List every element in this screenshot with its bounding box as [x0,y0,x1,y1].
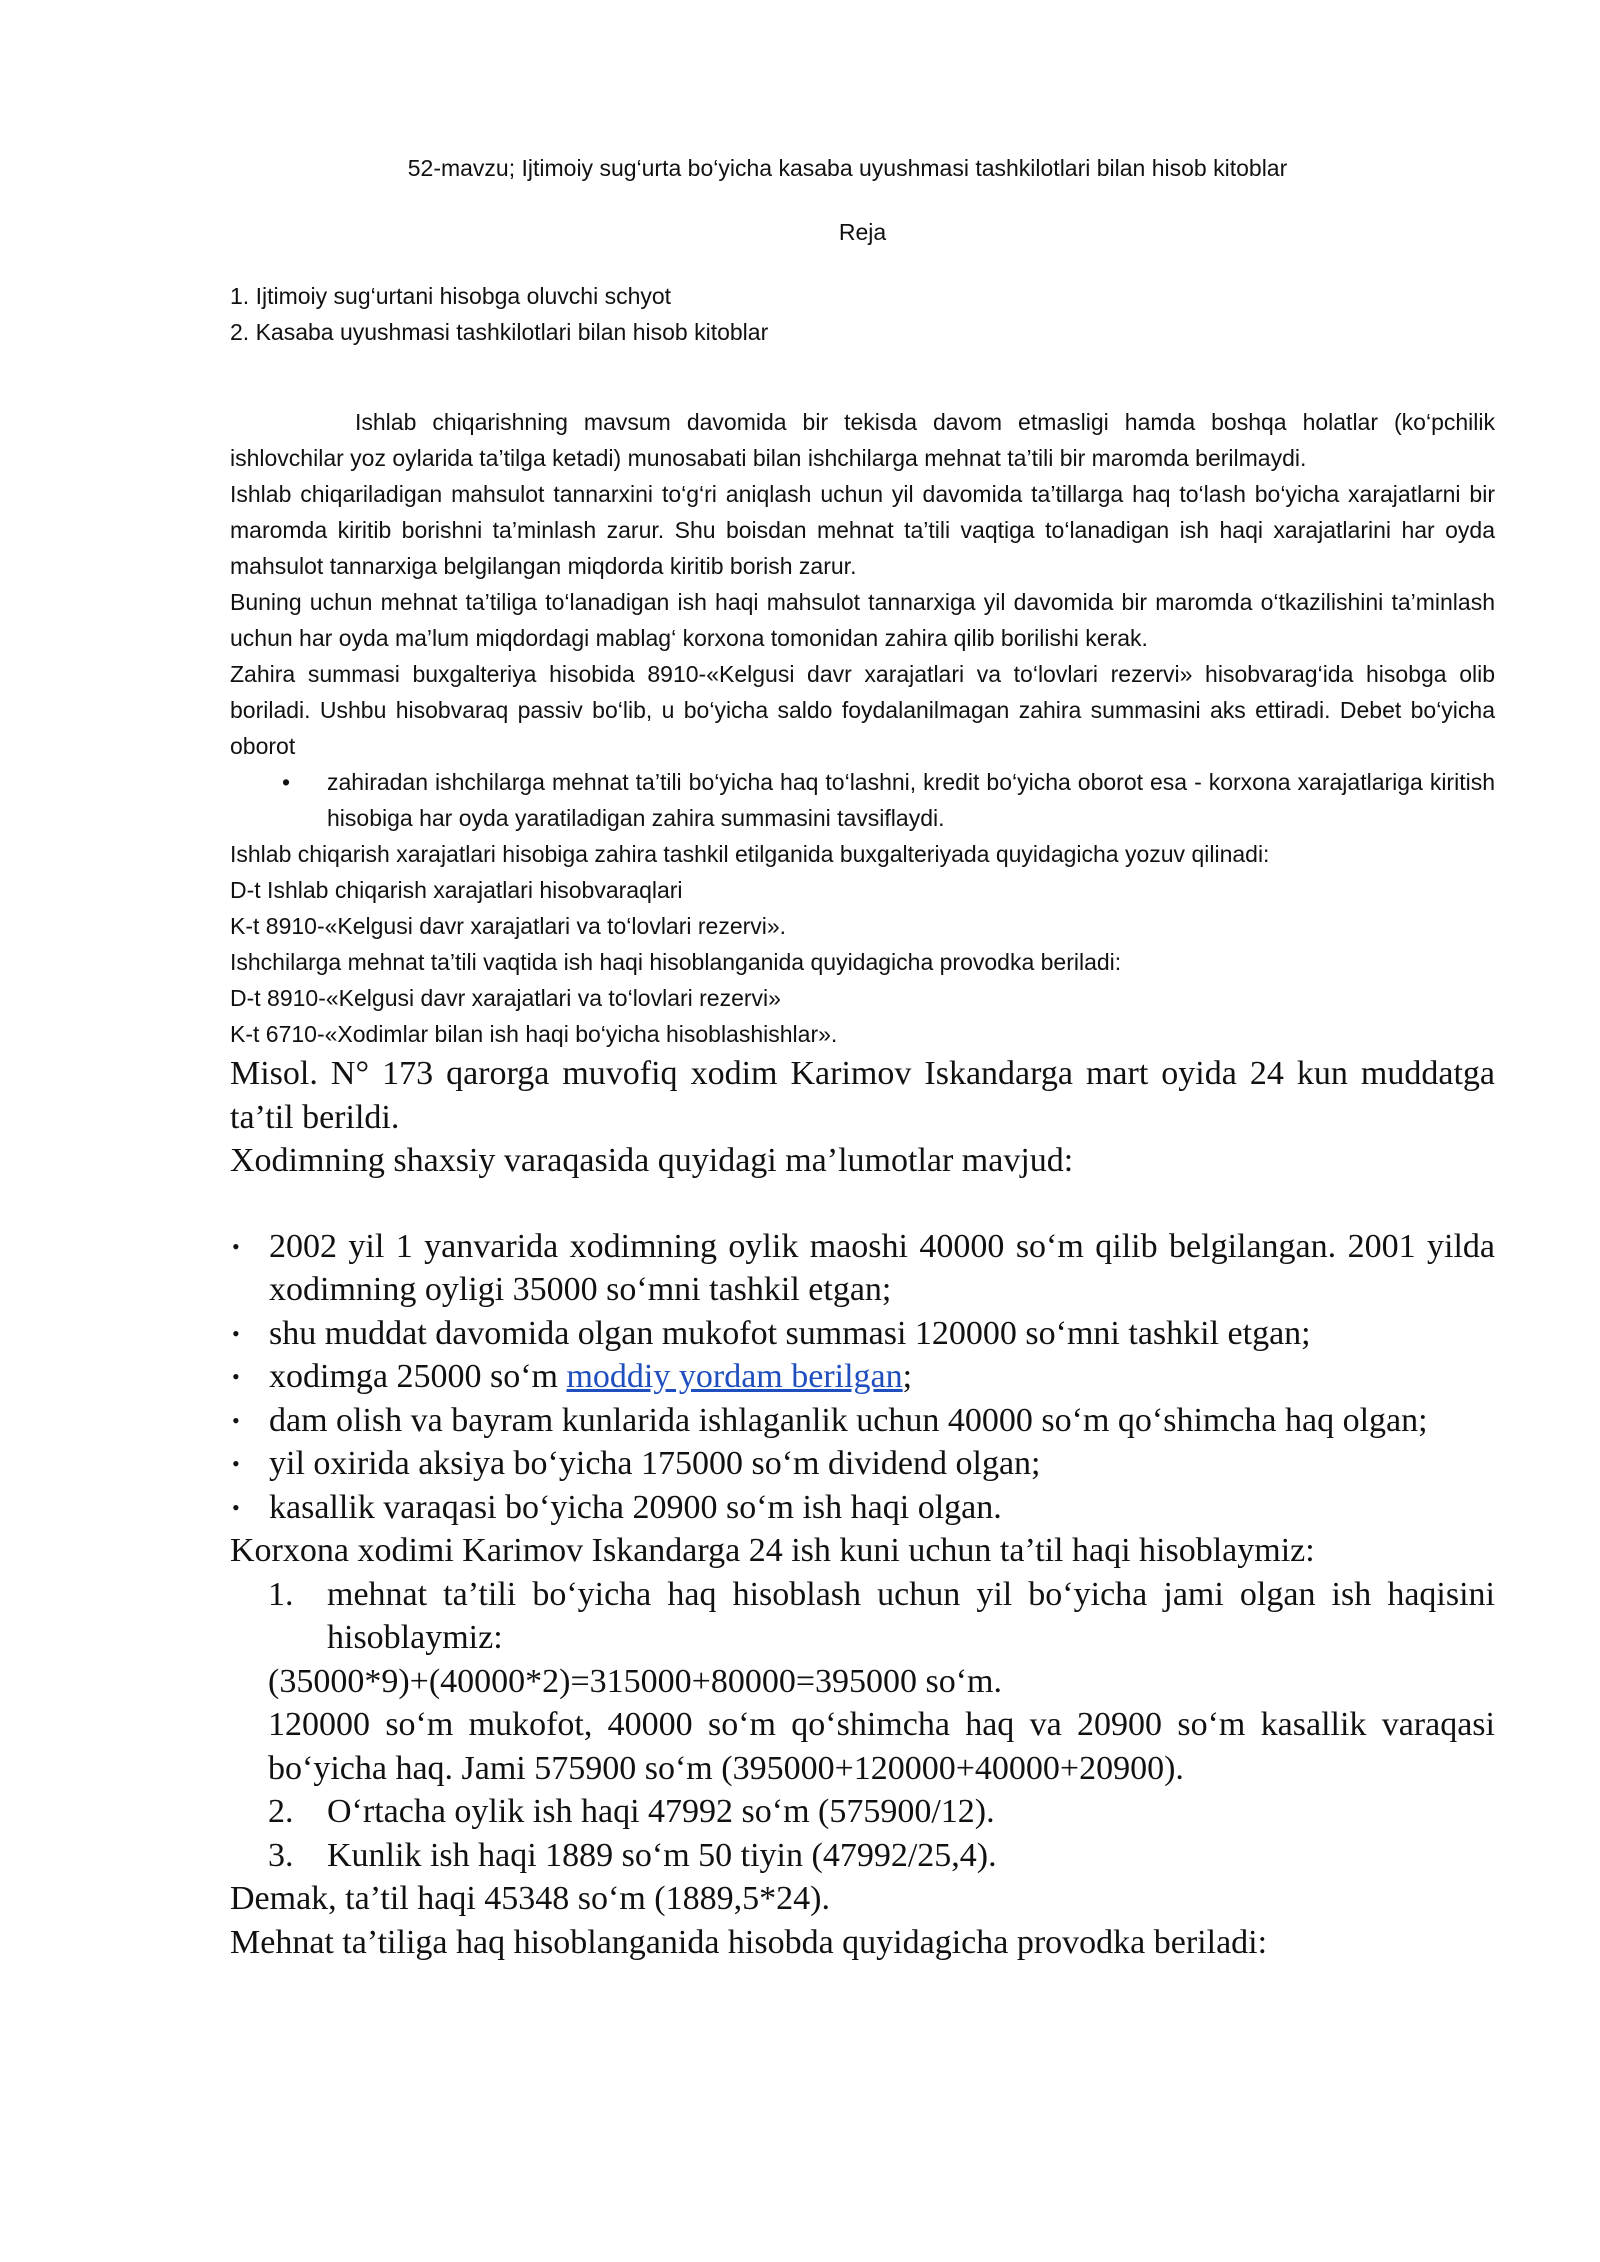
list-item [230,1355,1495,1399]
step-text: Kunlik ish haqi 1889 so‘m 50 tiyin (47992/25,4). [327,1836,997,1874]
list-item [230,1312,1495,1356]
bullet-glyph: • [232,1320,240,1346]
final-statement: Mehnat ta’tiliga haq hisoblanganida hisobda quyidagicha provodka beriladi: [230,1923,1268,1961]
document-page [230,150,1495,1964]
list-item-text: zahiradan ishchilarga mehnat ta’tili bo‘yicha haq to‘lashni, kredit bo‘yicha oborot esa - korxona xarajatlariga kiritish hisobiga har oyda yaratiladigan zahira summasini tavsiflaydi. [327,769,1495,831]
plan-list [230,278,1495,350]
list-item [230,1225,1495,1312]
calculation-step [230,1834,1495,1878]
body-line: Ishchilarga mehnat ta’tili vaqtida ish haqi hisoblanganida quyidagicha provodka beriladi: [230,949,1122,975]
bullet-glyph: • [232,1451,240,1476]
list-item [230,764,1495,836]
body-paragraph: Zahira summasi buxgalteriya hisobida 8910-«Kelgusi davr xarajatlari va to‘lovlari rezervi» hisobvarag‘ida hisobga olib boriladi. Ushbu hisobvaraq passiv bo‘lib, u bo‘yicha saldo foydalanilmagan zahira summasini aks ettiradi. Debet bo‘yicha oborot [230,661,1495,759]
bullet-list [230,764,1495,836]
step-number: 3. [268,1836,294,1874]
calculation-step [230,1573,1495,1660]
step-note: 120000 so‘m mukofot, 40000 so‘m qo‘shimcha haq va 20900 so‘m kasallik varaqasi bo‘yicha haq. Jami 575900 so‘m (395000+120000+40000+20900). [268,1706,1495,1787]
list-item-text: kasallik varaqasi bo‘yicha 20900 so‘m ish haqi olgan. [269,1488,1002,1526]
step-formula: (35000*9)+(40000*2)=315000+80000=395000 so‘m. [268,1662,1002,1700]
material-aid-link[interactable]: moddiy yordam berilgan [566,1358,903,1395]
document-title: 52-mavzu; Ijtimoiy sug‘urta bo‘yicha kasaba uyushmasi tashkilotlari bilan hisob kitoblar [407,155,1288,181]
list-item [230,1486,1495,1530]
list-item-tail: ; [902,1358,913,1395]
calculation-step [230,1790,1495,1834]
list-item-text: 2002 yil 1 yanvarida xodimning oylik maoshi 40000 so‘m qilib belgilangan. 2001 yilda xodimning oyligi 35000 so‘mni tashkil etgan; [269,1227,1495,1308]
body-paragraph: Buning uchun mehnat ta’tiliga to‘lanadigan ish haqi mahsulot tannarxiga yil davomida bir maromda o‘tkazilishini ta’minlash uchun har oyda ma’lum miqdordagi mablag‘ korxona tomonidan zahira qilib borilishi kerak. [230,589,1495,651]
accounting-entry: D-t 8910-«Kelgusi davr xarajatlari va to‘lovlari rezervi» [230,985,781,1011]
calculation-intro: Korxona xodimi Karimov Iskandarga 24 ish kuni uchun ta’til haqi hisoblaymiz: [230,1532,1315,1569]
body-line: Ishlab chiqarish xarajatlari hisobiga zahira tashkil etilganida buxgalteriyada quyidagicha yozuv qilinadi: [230,841,1270,867]
example-paragraph: Misol. N° 173 qarorga muvofiq xodim Karimov Iskandarga mart oyida 24 kun muddatga ta’til berildi. [230,1055,1495,1136]
step-text: mehnat ta’tili bo‘yicha haq hisoblash uchun yil bo‘yicha jami olgan ish haqisini hisoblaymiz: [327,1575,1495,1656]
list-item-text: xodimga 25000 so‘m [269,1358,567,1395]
conclusion: Demak, ta’til haqi 45348 so‘m (1889,5*24). [230,1880,830,1917]
employee-intro: Xodimning shaxsiy varaqasida quyidagi ma’lumotlar mavjud: [230,1142,1074,1179]
employee-data-list [230,1225,1495,1530]
plan-item: 1. Ijtimoiy sug‘urtani hisobga oluvchi schyot [230,283,672,309]
step-number: 2. [268,1793,294,1830]
step-number: 1. [268,1575,294,1613]
accounting-entry: K-t 6710-«Xodimlar bilan ish haqi bo‘yicha hisoblashishlar». [230,1021,838,1047]
body-paragraph: Ishlab chiqariladigan mahsulot tannarxini to‘g‘ri aniqlash uchun yil davomida ta’tillarga haq to‘lash bo‘yicha xarajatlarni bir maromda kiritib borishni ta’minlash zarur. Shu boisdan mehnat ta’tili vaqtiga to‘lanadigan ish haqi xarajatlarini har oyda mahsulot tannarxiga belgilangan miqdorda kiritib borish zarur. [230,481,1495,579]
bullet-glyph: • [282,769,291,795]
accounting-entry: K-t 8910-«Kelgusi davr xarajatlari va to‘lovlari rezervi». [230,913,787,939]
body-paragraph: Ishlab chiqarishning mavsum davomida bir tekisda davom etmasligi hamda boshqa holatlar (ko‘pchilik ishlovchilar yoz oylarida ta’tilga ketadi) munosabati bilan ishchilarga mehnat ta’tili bir maromda berilmaydi. [230,409,1495,471]
bullet-glyph: • [232,1233,240,1259]
bullet-glyph: • [232,1364,240,1389]
plan-item: 2. Kasaba uyushmasi tashkilotlari bilan hisob kitoblar [230,319,769,345]
accounting-entry: D-t Ishlab chiqarish xarajatlari hisobvaraqlari [230,877,683,903]
plan-heading: Reja [838,219,887,245]
list-item-text: shu muddat davomida olgan mukofot summasi 120000 so‘mni tashkil etgan; [269,1314,1311,1352]
step-text: O‘rtacha oylik ish haqi 47992 so‘m (575900/12). [327,1793,995,1830]
bullet-glyph: • [232,1407,240,1433]
list-item [230,1442,1495,1486]
list-item [230,1399,1495,1443]
bullet-glyph: • [232,1494,240,1520]
list-item-text: dam olish va bayram kunlarida ishlaganlik uchun 40000 so‘m qo‘shimcha haq olgan; [269,1401,1428,1439]
list-item-text: yil oxirida aksiya bo‘yicha 175000 so‘m dividend olgan; [269,1445,1041,1482]
